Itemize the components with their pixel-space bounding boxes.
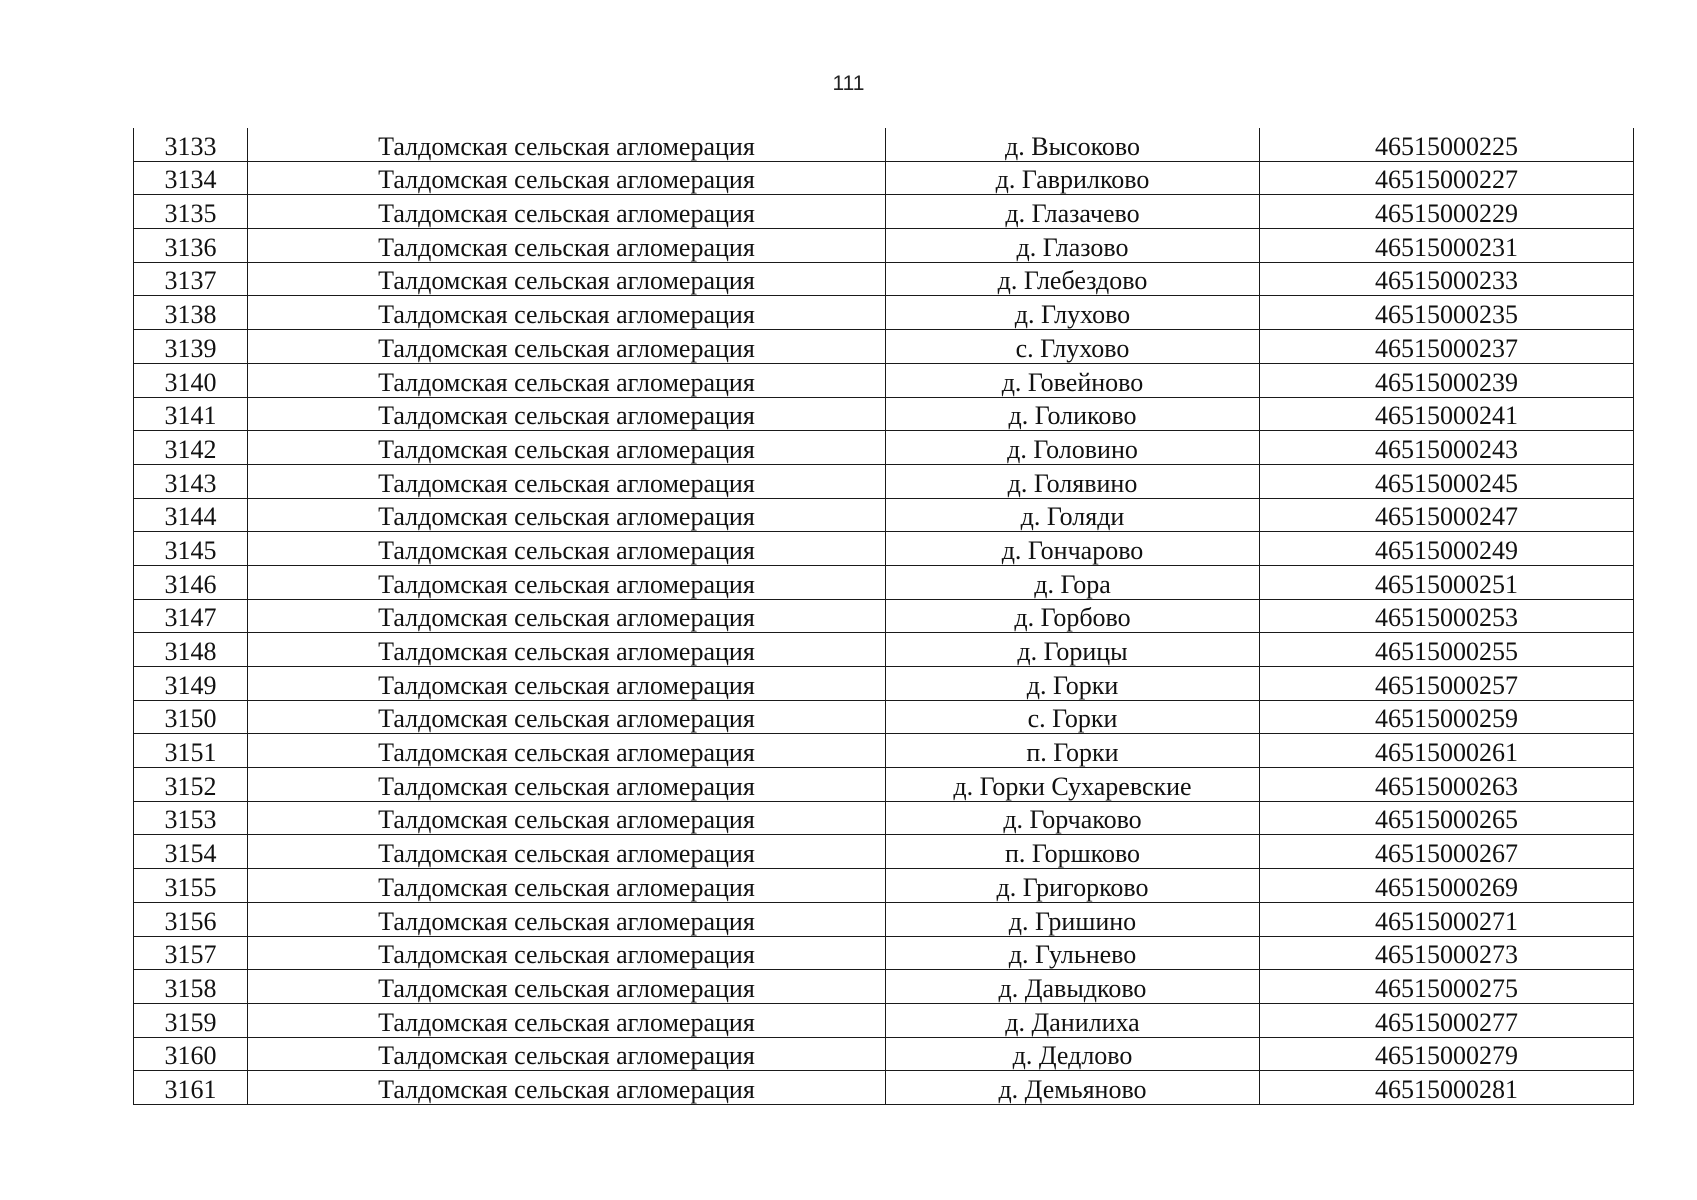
locality-cell: д. Горки <box>886 667 1260 701</box>
agglomeration-cell: Талдомская сельская агломерация <box>248 330 886 364</box>
agglomeration-cell: Талдомская сельская агломерация <box>248 532 886 566</box>
table-row <box>134 498 1634 532</box>
row-number-cell: 3148 <box>134 633 248 667</box>
agglomeration-cell: Талдомская сельская агломерация <box>248 633 886 667</box>
locality-cell: п. Горки <box>886 734 1260 768</box>
locality-cell: д. Гришино <box>886 902 1260 936</box>
agglomeration-cell: Талдомская сельская агломерация <box>248 700 886 734</box>
table-row <box>134 902 1634 936</box>
oktmo-code-cell: 46515000229 <box>1260 195 1634 229</box>
agglomeration-cell: Талдомская сельская агломерация <box>248 397 886 431</box>
row-number-cell: 3140 <box>134 363 248 397</box>
locality-cell: д. Глебездово <box>886 262 1260 296</box>
row-number-cell: 3134 <box>134 161 248 195</box>
locality-cell: д. Глухово <box>886 296 1260 330</box>
page-number: 111 <box>832 72 865 95</box>
row-number-cell: 3143 <box>134 464 248 498</box>
row-number-cell: 3146 <box>134 565 248 599</box>
row-number-cell: 3138 <box>134 296 248 330</box>
row-number-cell: 3155 <box>134 869 248 903</box>
oktmo-code-cell: 46515000233 <box>1260 262 1634 296</box>
locality-cell: д. Данилиха <box>886 1003 1260 1037</box>
locality-cell: д. Горки Сухаревские <box>886 768 1260 802</box>
locality-cell: д. Глазово <box>886 229 1260 263</box>
row-number-cell: 3137 <box>134 262 248 296</box>
oktmo-code-cell: 46515000265 <box>1260 801 1634 835</box>
table-row <box>134 1071 1634 1105</box>
row-number-cell: 3136 <box>134 229 248 263</box>
locality-cell: д. Голиково <box>886 397 1260 431</box>
row-number-cell: 3149 <box>134 667 248 701</box>
table-row <box>134 970 1634 1004</box>
oktmo-code-cell: 46515000247 <box>1260 498 1634 532</box>
row-number-cell: 3133 <box>134 128 248 161</box>
oktmo-code-cell: 46515000253 <box>1260 599 1634 633</box>
oktmo-code-cell: 46515000275 <box>1260 970 1634 1004</box>
oktmo-code-cell: 46515000261 <box>1260 734 1634 768</box>
oktmo-code-cell: 46515000225 <box>1260 128 1634 161</box>
agglomeration-cell: Талдомская сельская агломерация <box>248 801 886 835</box>
row-number-cell: 3160 <box>134 1037 248 1071</box>
table-row <box>134 869 1634 903</box>
oktmo-code-cell: 46515000237 <box>1260 330 1634 364</box>
oktmo-code-cell: 46515000267 <box>1260 835 1634 869</box>
oktmo-code-cell: 46515000271 <box>1260 902 1634 936</box>
oktmo-code-cell: 46515000231 <box>1260 229 1634 263</box>
oktmo-code-cell: 46515000259 <box>1260 700 1634 734</box>
locality-cell: д. Голяди <box>886 498 1260 532</box>
agglomeration-cell: Талдомская сельская агломерация <box>248 128 886 161</box>
locality-cell: д. Горицы <box>886 633 1260 667</box>
row-number-cell: 3152 <box>134 768 248 802</box>
registry-table <box>133 128 1634 1105</box>
agglomeration-cell: Талдомская сельская агломерация <box>248 1003 886 1037</box>
locality-cell: д. Гаврилково <box>886 161 1260 195</box>
agglomeration-cell: Талдомская сельская агломерация <box>248 431 886 465</box>
agglomeration-cell: Талдомская сельская агломерация <box>248 835 886 869</box>
agglomeration-cell: Талдомская сельская агломерация <box>248 970 886 1004</box>
agglomeration-cell: Талдомская сельская агломерация <box>248 936 886 970</box>
table-row <box>134 296 1634 330</box>
row-number-cell: 3144 <box>134 498 248 532</box>
locality-cell: д. Гора <box>886 565 1260 599</box>
locality-cell: д. Говейново <box>886 363 1260 397</box>
agglomeration-cell: Талдомская сельская агломерация <box>248 768 886 802</box>
row-number-cell: 3153 <box>134 801 248 835</box>
table-row <box>134 768 1634 802</box>
locality-cell: д. Голявино <box>886 464 1260 498</box>
agglomeration-cell: Талдомская сельская агломерация <box>248 869 886 903</box>
table-row <box>134 565 1634 599</box>
oktmo-code-cell: 46515000249 <box>1260 532 1634 566</box>
agglomeration-cell: Талдомская сельская агломерация <box>248 161 886 195</box>
locality-cell: д. Горчаково <box>886 801 1260 835</box>
table-row <box>134 633 1634 667</box>
table-row <box>134 464 1634 498</box>
row-number-cell: 3156 <box>134 902 248 936</box>
table-row <box>134 801 1634 835</box>
agglomeration-cell: Талдомская сельская агломерация <box>248 498 886 532</box>
row-number-cell: 3157 <box>134 936 248 970</box>
locality-cell: с. Горки <box>886 700 1260 734</box>
agglomeration-cell: Талдомская сельская агломерация <box>248 262 886 296</box>
table-row <box>134 734 1634 768</box>
locality-cell: с. Глухово <box>886 330 1260 364</box>
agglomeration-cell: Талдомская сельская агломерация <box>248 734 886 768</box>
oktmo-code-cell: 46515000257 <box>1260 667 1634 701</box>
locality-cell: п. Горшково <box>886 835 1260 869</box>
agglomeration-cell: Талдомская сельская агломерация <box>248 1071 886 1105</box>
table-row <box>134 936 1634 970</box>
oktmo-code-cell: 46515000251 <box>1260 565 1634 599</box>
table-row <box>134 1003 1634 1037</box>
row-number-cell: 3142 <box>134 431 248 465</box>
row-number-cell: 3139 <box>134 330 248 364</box>
table-row <box>134 195 1634 229</box>
row-number-cell: 3158 <box>134 970 248 1004</box>
row-number-cell: 3147 <box>134 599 248 633</box>
agglomeration-cell: Талдомская сельская агломерация <box>248 902 886 936</box>
oktmo-code-cell: 46515000243 <box>1260 431 1634 465</box>
oktmo-code-cell: 46515000273 <box>1260 936 1634 970</box>
table-row <box>134 229 1634 263</box>
table-row <box>134 363 1634 397</box>
agglomeration-cell: Талдомская сельская агломерация <box>248 1037 886 1071</box>
agglomeration-cell: Талдомская сельская агломерация <box>248 195 886 229</box>
locality-cell: д. Гульнево <box>886 936 1260 970</box>
oktmo-code-cell: 46515000255 <box>1260 633 1634 667</box>
locality-cell: д. Давыдково <box>886 970 1260 1004</box>
oktmo-code-cell: 46515000241 <box>1260 397 1634 431</box>
oktmo-code-cell: 46515000279 <box>1260 1037 1634 1071</box>
locality-cell: д. Глазачево <box>886 195 1260 229</box>
agglomeration-cell: Талдомская сельская агломерация <box>248 363 886 397</box>
oktmo-code-cell: 46515000245 <box>1260 464 1634 498</box>
locality-cell: д. Демьяново <box>886 1071 1260 1105</box>
row-number-cell: 3151 <box>134 734 248 768</box>
table-row <box>134 532 1634 566</box>
agglomeration-cell: Талдомская сельская агломерация <box>248 667 886 701</box>
locality-cell: д. Головино <box>886 431 1260 465</box>
registry-table-body <box>134 128 1634 1104</box>
locality-cell: д. Горбово <box>886 599 1260 633</box>
oktmo-code-cell: 46515000277 <box>1260 1003 1634 1037</box>
oktmo-code-cell: 46515000281 <box>1260 1071 1634 1105</box>
agglomeration-cell: Талдомская сельская агломерация <box>248 464 886 498</box>
row-number-cell: 3154 <box>134 835 248 869</box>
oktmo-code-cell: 46515000227 <box>1260 161 1634 195</box>
row-number-cell: 3141 <box>134 397 248 431</box>
row-number-cell: 3161 <box>134 1071 248 1105</box>
oktmo-code-cell: 46515000263 <box>1260 768 1634 802</box>
table-row <box>134 161 1634 195</box>
table-row <box>134 835 1634 869</box>
oktmo-code-cell: 46515000269 <box>1260 869 1634 903</box>
table-row <box>134 667 1634 701</box>
table-row <box>134 397 1634 431</box>
agglomeration-cell: Талдомская сельская агломерация <box>248 229 886 263</box>
agglomeration-cell: Талдомская сельская агломерация <box>248 599 886 633</box>
table-row <box>134 330 1634 364</box>
table-row <box>134 128 1634 161</box>
row-number-cell: 3150 <box>134 700 248 734</box>
agglomeration-cell: Талдомская сельская агломерация <box>248 296 886 330</box>
row-number-cell: 3145 <box>134 532 248 566</box>
agglomeration-cell: Талдомская сельская агломерация <box>248 565 886 599</box>
oktmo-code-cell: 46515000235 <box>1260 296 1634 330</box>
row-number-cell: 3135 <box>134 195 248 229</box>
table-row <box>134 599 1634 633</box>
table-row <box>134 1037 1634 1071</box>
locality-cell: д. Гончарово <box>886 532 1260 566</box>
table-row <box>134 262 1634 296</box>
oktmo-code-cell: 46515000239 <box>1260 363 1634 397</box>
row-number-cell: 3159 <box>134 1003 248 1037</box>
locality-cell: д. Высоково <box>886 128 1260 161</box>
locality-cell: д. Дедлово <box>886 1037 1260 1071</box>
table-row <box>134 700 1634 734</box>
table-row <box>134 431 1634 465</box>
locality-cell: д. Григорково <box>886 869 1260 903</box>
